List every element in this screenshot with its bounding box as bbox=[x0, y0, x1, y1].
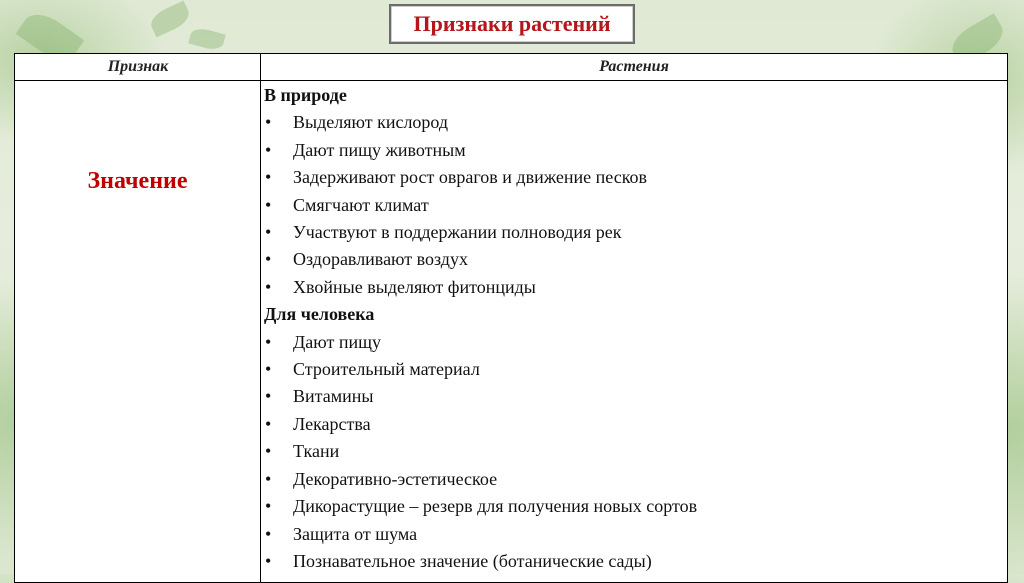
list-item bbox=[264, 246, 1004, 273]
list-item-text: Дают пищу животным bbox=[293, 139, 466, 160]
list bbox=[264, 329, 1004, 576]
bullet: • bbox=[265, 331, 272, 352]
bullet: • bbox=[265, 249, 272, 270]
bullet: • bbox=[265, 167, 272, 188]
list-item-text: Строительный материал bbox=[293, 359, 480, 380]
list-item bbox=[264, 493, 1004, 520]
feature-label: Значение bbox=[87, 167, 188, 194]
bullet: • bbox=[265, 496, 272, 517]
list-item-text: Выделяют кислород bbox=[293, 112, 449, 133]
bullet: • bbox=[265, 441, 272, 462]
bullet: • bbox=[265, 222, 272, 243]
list-item-text: Смягчают климат bbox=[293, 194, 429, 215]
list-item-text: Оздоравливают воздух bbox=[293, 249, 468, 270]
plants-content bbox=[264, 82, 1004, 575]
group-nature bbox=[264, 82, 1004, 301]
bullet: • bbox=[265, 550, 272, 571]
list bbox=[264, 109, 1004, 301]
bullet: • bbox=[265, 523, 272, 544]
leaf-decoration bbox=[147, 1, 193, 38]
list-item-text: Познавательное значение (ботанические сады) bbox=[293, 550, 652, 571]
list-item bbox=[264, 164, 1004, 191]
list-item bbox=[264, 274, 1004, 301]
list-item-text: Ткани bbox=[293, 441, 340, 462]
bullet: • bbox=[265, 139, 272, 160]
bullet: • bbox=[265, 276, 272, 297]
list-item bbox=[264, 383, 1004, 410]
list-item bbox=[264, 411, 1004, 438]
bullet: • bbox=[265, 468, 272, 489]
list-item bbox=[264, 137, 1004, 164]
list-item-text: Декоративно-эстетическое bbox=[293, 468, 498, 489]
bullet: • bbox=[265, 194, 272, 215]
table-header bbox=[15, 54, 1007, 81]
list-item bbox=[264, 219, 1004, 246]
list-item-text: Защита от шума bbox=[293, 523, 418, 544]
list-item-text: Участвуют в поддержании полноводия рек bbox=[293, 222, 622, 243]
slide-title-box bbox=[389, 4, 635, 44]
list-item-text: Дают пищу bbox=[293, 331, 381, 352]
list-item-text: Задерживают рост оврагов и движение песков bbox=[293, 167, 648, 188]
list-item bbox=[264, 438, 1004, 465]
features-table bbox=[14, 53, 1008, 583]
list-item-text: Хвойные выделяют фитонциды bbox=[293, 276, 536, 297]
group-title: В природе bbox=[264, 85, 347, 105]
list-item bbox=[264, 356, 1004, 383]
list-item-text: Витамины bbox=[293, 386, 374, 407]
list-item bbox=[264, 548, 1004, 575]
header-feature: Признак bbox=[107, 58, 169, 75]
list-item bbox=[264, 329, 1004, 356]
list-item bbox=[264, 466, 1004, 493]
header-plants: Растения bbox=[599, 58, 669, 75]
list-item-text: Лекарства bbox=[293, 413, 371, 434]
bullet: • bbox=[265, 359, 272, 380]
group-title: Для человека bbox=[264, 304, 375, 325]
list-item bbox=[264, 192, 1004, 219]
slide-title: Признаки растений bbox=[413, 11, 611, 36]
group-human bbox=[264, 301, 1004, 575]
bullet: • bbox=[265, 413, 272, 434]
list-item bbox=[264, 109, 1004, 136]
list-item bbox=[264, 521, 1004, 548]
column-divider bbox=[260, 54, 261, 582]
list-item-text: Дикорастущие – резерв для получения новых сортов bbox=[293, 496, 698, 517]
feature-cell bbox=[15, 81, 260, 281]
bullet: • bbox=[265, 112, 272, 133]
leaf-decoration bbox=[188, 26, 226, 52]
bullet: • bbox=[265, 386, 272, 407]
